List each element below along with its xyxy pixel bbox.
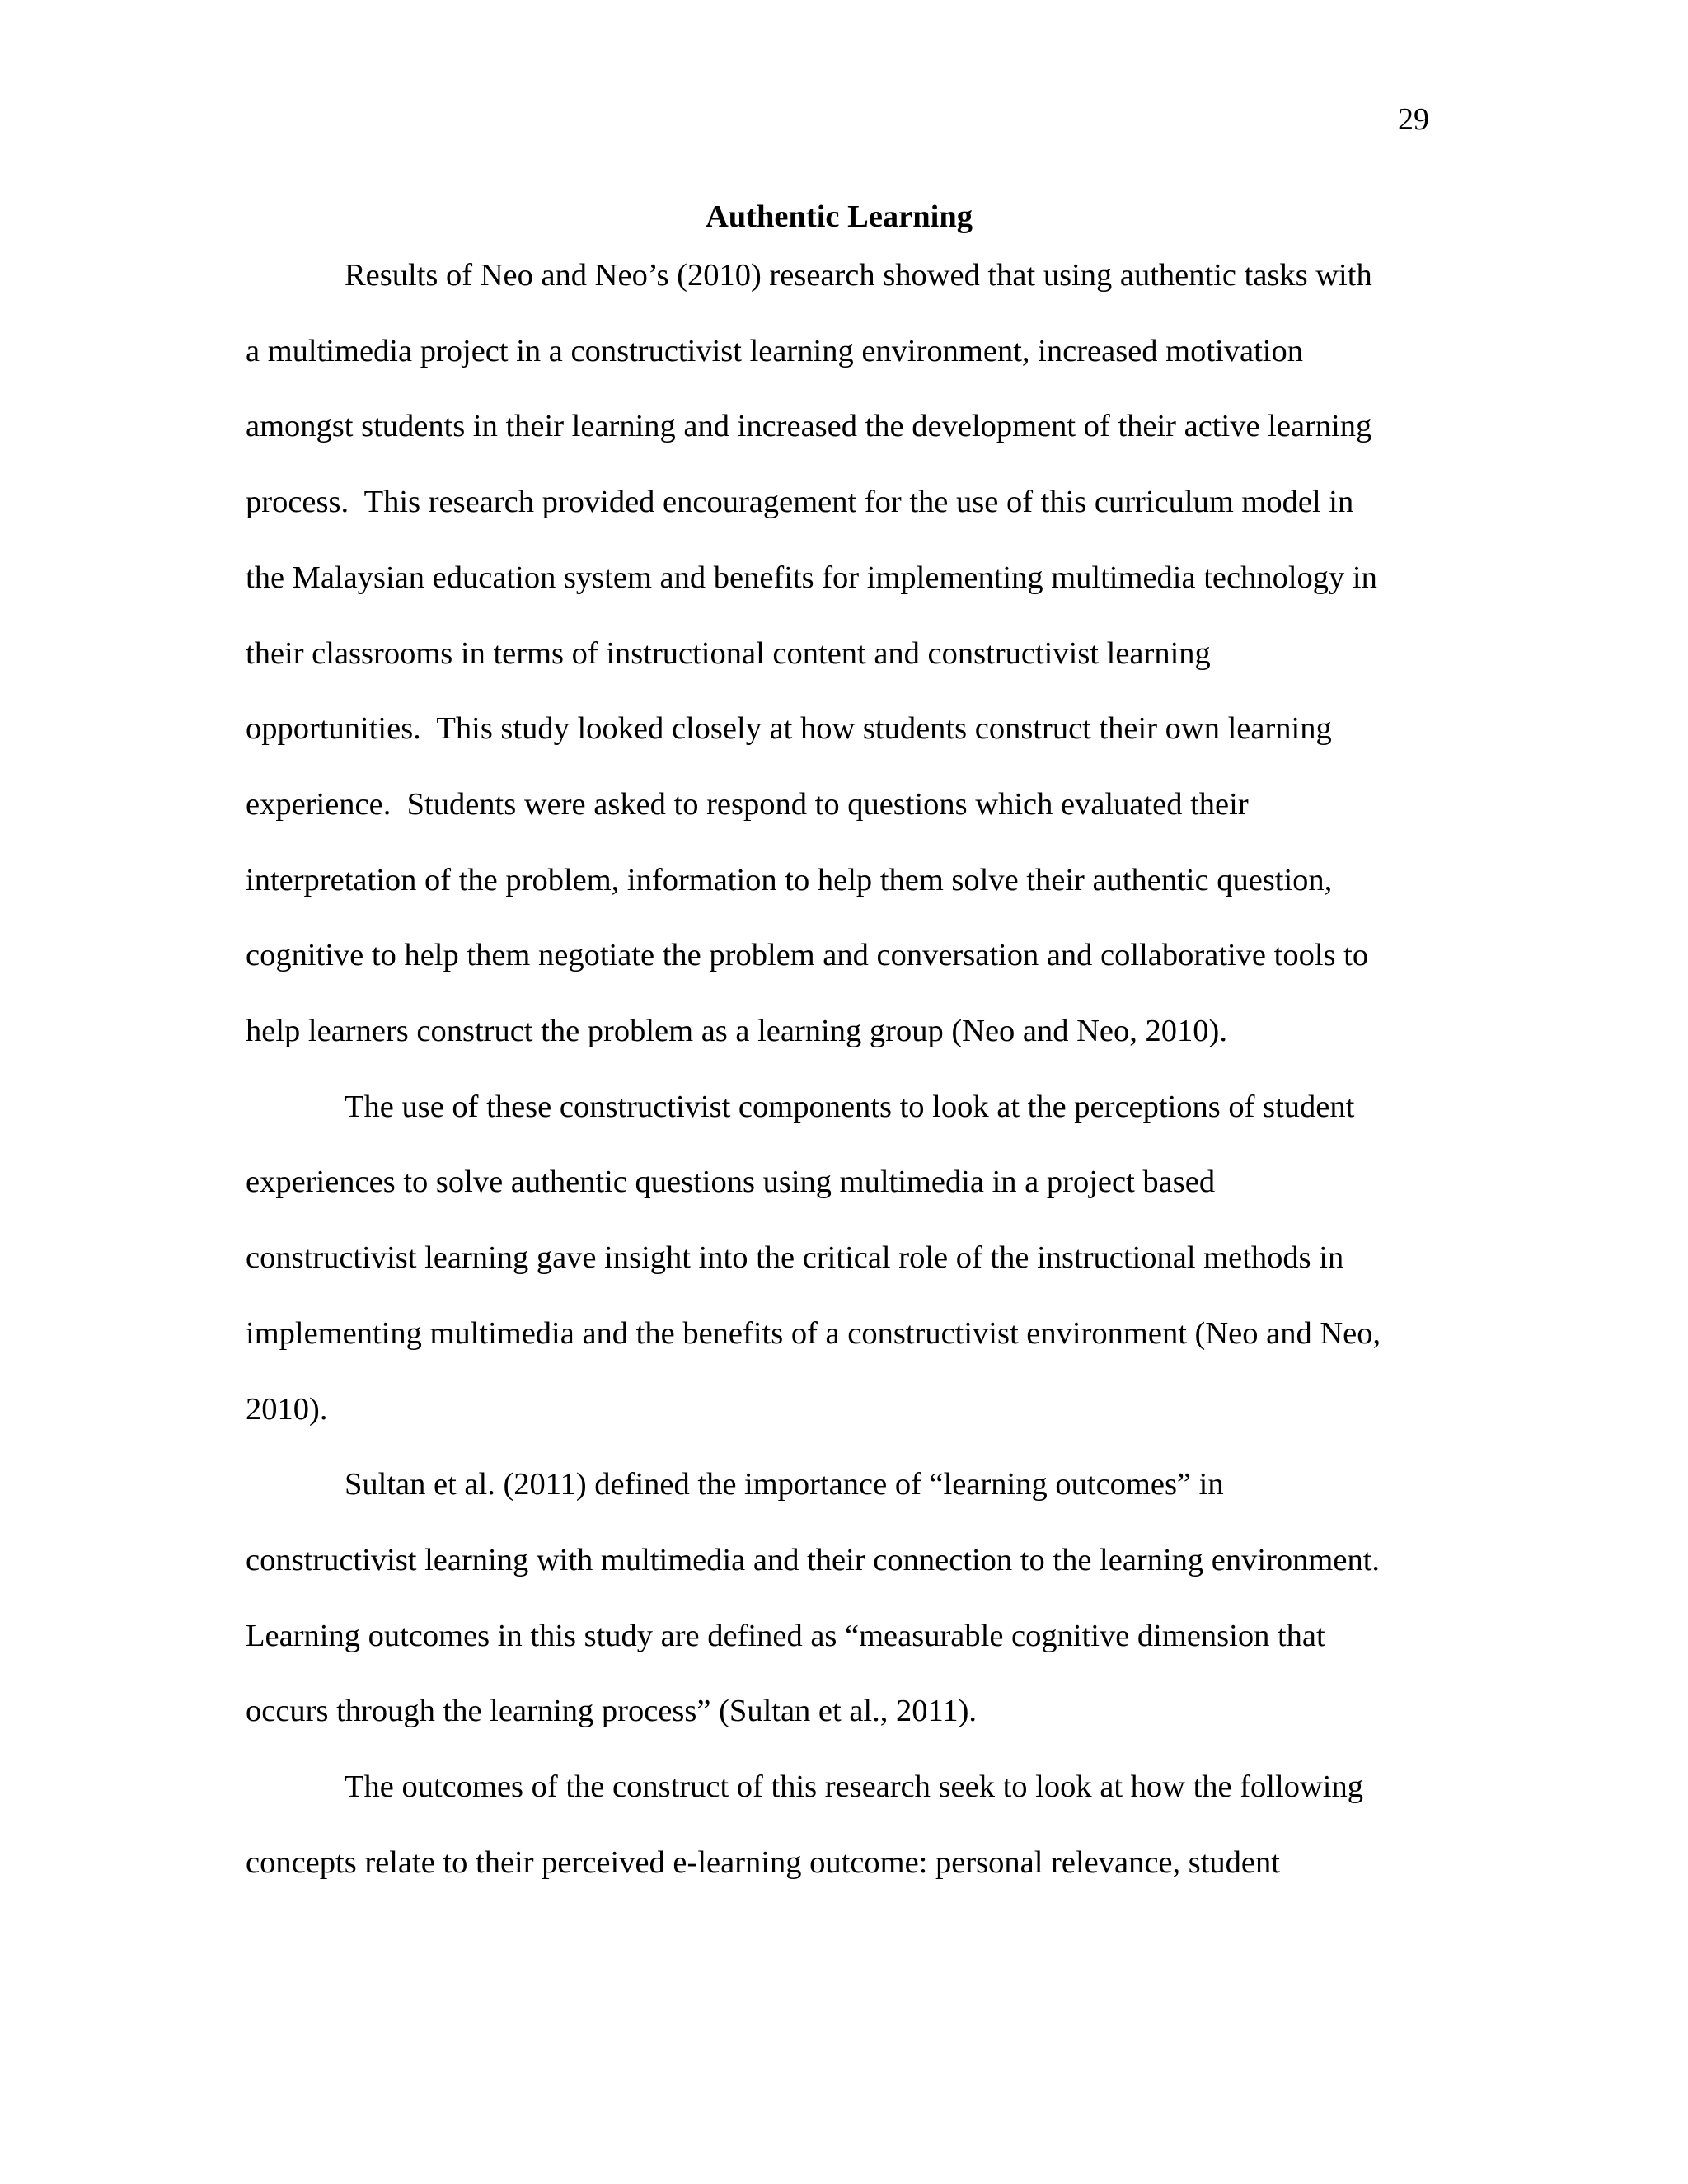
paragraph-2 <box>246 1070 1432 1448</box>
paragraph-line: the Malaysian education system and benefits for implementing multimedia technology in <box>246 560 1377 595</box>
paragraph-line: The use of these constructivist components to look at the perceptions of student <box>345 1089 1355 1124</box>
paragraph-line: 2010). <box>246 1391 328 1427</box>
paragraph-line: interpretation of the problem, information to help them solve their authentic question, <box>246 862 1333 898</box>
paragraph-line: occurs through the learning process” (Sultan et al., 2011). <box>246 1694 978 1729</box>
paragraph-4 <box>246 1750 1432 1900</box>
paragraph-3 <box>246 1447 1432 1750</box>
paragraph-line: The outcomes of the construct of this research seek to look at how the following <box>345 1769 1363 1805</box>
paragraph-line: constructivist learning with multimedia and their connection to the learning environment. <box>246 1542 1381 1577</box>
paragraph-line: a multimedia project in a constructivist learning environment, increased motivation <box>246 333 1303 368</box>
paragraph-line: implementing multimedia and the benefits of a constructivist environment (Neo and Neo, <box>246 1315 1381 1351</box>
paragraph-line: Learning outcomes in this study are defined as “measurable cognitive dimension that <box>246 1618 1325 1653</box>
page-number: 29 <box>1398 102 1429 137</box>
paragraph-line: opportunities. This study looked closely at how students construct their own learning <box>246 711 1332 747</box>
section-heading: Authentic Learning <box>705 199 973 234</box>
page-content <box>246 198 1432 1900</box>
paragraph-line: process. This research provided encouragement for the use of this curriculum model in <box>246 485 1354 520</box>
paragraph-line: experiences to solve authentic questions using multimedia in a project based <box>246 1165 1216 1200</box>
paragraph-line: amongst students in their learning and increased the development of their active learning <box>246 409 1372 444</box>
paragraph-line: Sultan et al. (2011) defined the importance of “learning outcomes” in <box>345 1467 1224 1502</box>
paragraph-line: help learners construct the problem as a learning group (Neo and Neo, 2010). <box>246 1014 1227 1049</box>
paragraph-line: Results of Neo and Neo’s (2010) research showed that using authentic tasks with <box>345 258 1372 293</box>
paragraph-line: constructivist learning gave insight into the critical role of the instructional methods in <box>246 1240 1344 1276</box>
paragraph-line: experience. Students were asked to respond to questions which evaluated their <box>246 786 1249 822</box>
paragraph-line: concepts relate to their perceived e-learning outcome: personal relevance, student <box>246 1844 1280 1880</box>
paragraph-1 <box>246 238 1432 1070</box>
paragraph-line: their classrooms in terms of instructional content and constructivist learning <box>246 635 1211 671</box>
paragraph-line: cognitive to help them negotiate the problem and conversation and collaborative tools to <box>246 938 1369 973</box>
